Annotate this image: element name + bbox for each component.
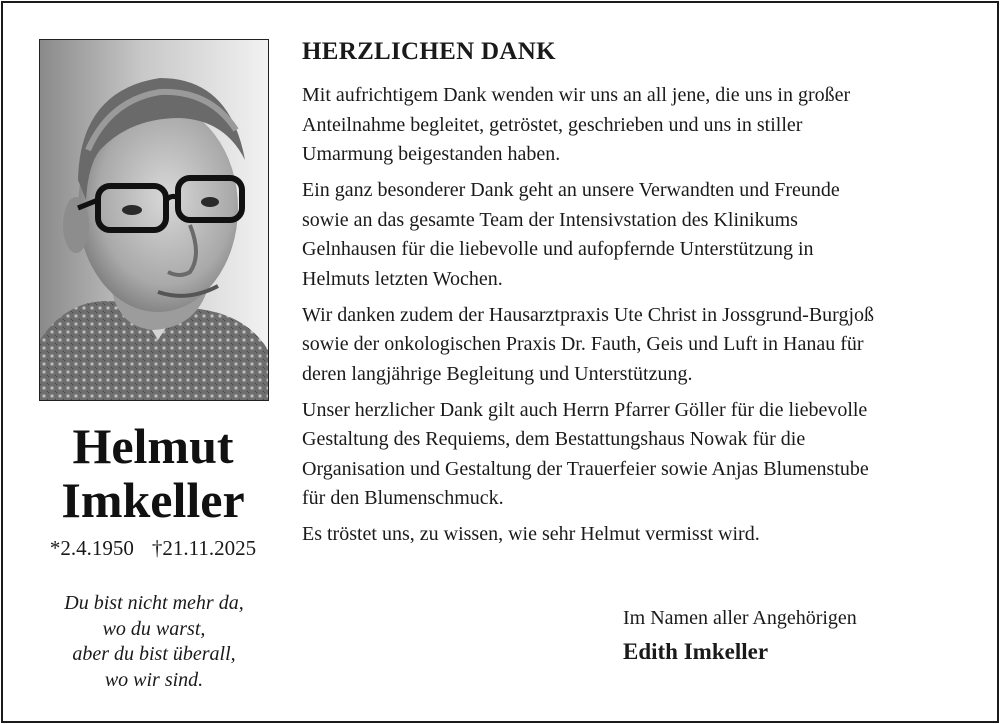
text-line: Ein ganz besonderer Dank geht an unsere Verwandten und Freunde <box>302 179 840 201</box>
quote-line: aber du bist überall, <box>72 643 236 665</box>
death-date: †21.11.2025 <box>151 536 257 560</box>
thanks-paragraph <box>302 81 982 170</box>
deceased-first-name: Helmut <box>72 418 234 474</box>
thanks-paragraph <box>302 520 982 550</box>
text-line: Umarmung beigestanden haben. <box>302 143 561 165</box>
text-line: Anteilnahme begleitet, getröstet, geschrieben und uns in stiller <box>302 113 803 136</box>
text-line: Wir danken zudem der Hausarztpraxis Ute Christ in Jossgrund-Burgjoß <box>302 303 875 326</box>
text-line: Organisation und Gestaltung der Trauerfeier sowie Anjas Blumenstube <box>302 457 869 480</box>
text-line: Unser herzlicher Dank gilt auch Herrn Pfarrer Göller für die liebevolle <box>302 398 868 421</box>
thanks-paragraph <box>302 396 982 514</box>
thanks-text <box>302 81 982 556</box>
text-line: Gestaltung des Requiems, dem Bestattungshaus Nowak für die <box>302 428 806 450</box>
text-line: sowie der onkologischen Praxis Dr. Fauth, Geis und Luft in Hanau für <box>302 333 864 355</box>
text-line: für den Blumenschmuck. <box>302 487 504 509</box>
text-line: sowie an das gesamte Team der Intensivstation des Klinikums <box>302 208 798 231</box>
quote-line: wo wir sind. <box>104 668 204 691</box>
memorial-quote <box>23 591 285 693</box>
signer-name: Edith Imkeller <box>623 639 769 664</box>
thanks-heading: HERZLICHEN DANK <box>302 38 556 65</box>
thanks-paragraph <box>302 301 982 390</box>
deceased-last-name: Imkeller <box>61 472 245 528</box>
life-dates <box>33 536 273 561</box>
text-line: Helmuts letzten Wochen. <box>302 267 503 290</box>
quote-line: Du bist nicht mehr da, <box>64 592 244 614</box>
closing-line: Im Namen aller Angehörigen <box>623 607 857 629</box>
text-line: Gelnhausen für die liebevolle und aufopfernde Unterstützung in <box>302 238 814 260</box>
text-line: deren langjährige Begleitung und Unterstützung. <box>302 362 693 385</box>
birth-date: *2.4.1950 <box>49 536 134 560</box>
text-line: Mit aufrichtigem Dank wenden wir uns an all jene, die uns in großer <box>302 84 851 106</box>
text-line: Es tröstet uns, zu wissen, wie sehr Helmut vermisst wird. <box>302 523 760 545</box>
thanks-paragraph <box>302 176 982 294</box>
portrait-photo <box>39 39 269 401</box>
portrait-icon <box>40 40 268 400</box>
obituary-card <box>1 1 999 723</box>
quote-line: wo du warst, <box>102 617 206 640</box>
